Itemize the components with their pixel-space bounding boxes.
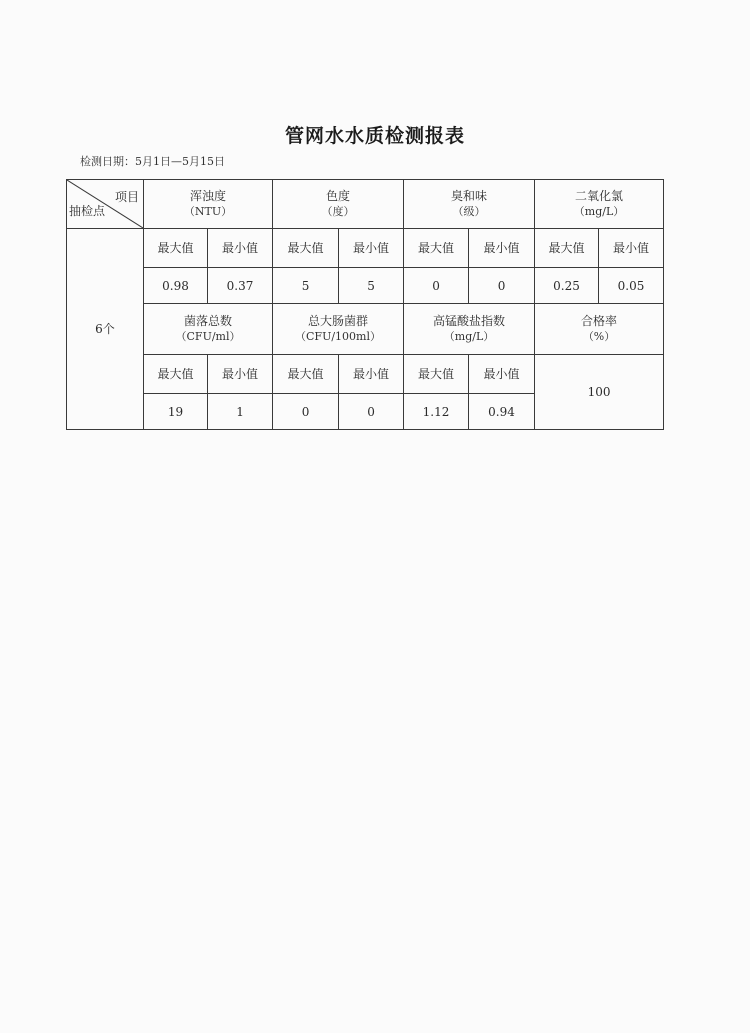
max-value: 5	[273, 268, 339, 304]
max-value: 0.25	[535, 268, 599, 304]
diagonal-header-cell	[67, 180, 144, 229]
param-name: 色度	[326, 189, 351, 203]
page-title: 管网水水质检测报表	[284, 125, 465, 147]
header-point-label: 抽检点	[69, 204, 106, 218]
min-label: 最小值	[208, 355, 273, 394]
param-header	[273, 304, 404, 355]
min-value: 1	[208, 394, 273, 430]
min-value: 0	[469, 268, 535, 304]
param-name: 菌落总数	[184, 314, 233, 328]
min-label: 最小值	[339, 229, 404, 268]
param-unit: （mg/L）	[573, 205, 625, 218]
min-value: 0.94	[469, 394, 535, 430]
param-unit: （CFU/100ml）	[295, 330, 381, 343]
min-label: 最小值	[339, 355, 404, 394]
min-value: 0.05	[599, 268, 664, 304]
sample-point-cell: 6个	[67, 229, 144, 430]
max-value: 1.12	[404, 394, 469, 430]
max-label: 最大值	[273, 355, 339, 394]
min-label: 最小值	[599, 229, 664, 268]
param-name: 高锰酸盐指数	[433, 314, 506, 328]
param-name: 二氧化氯	[575, 189, 624, 203]
min-value: 5	[339, 268, 404, 304]
param-unit: （级）	[452, 205, 486, 218]
param-header	[144, 304, 273, 355]
min-label: 最小值	[469, 229, 535, 268]
min-label: 最小值	[469, 355, 535, 394]
min-value: 0	[339, 394, 404, 430]
max-label: 最大值	[144, 229, 208, 268]
max-label: 最大值	[144, 355, 208, 394]
param-header	[404, 180, 535, 229]
pass-rate-header	[535, 304, 664, 355]
param-name: 浑浊度	[190, 189, 227, 203]
water-quality-table	[66, 179, 664, 430]
param-header	[273, 180, 404, 229]
detection-date: 检测日期：5月1日—5月15日	[80, 155, 225, 168]
max-value: 19	[144, 394, 208, 430]
max-label: 最大值	[273, 229, 339, 268]
param-name: 总大肠菌群	[308, 314, 369, 328]
param-unit: （度）	[321, 205, 355, 218]
max-label: 最大值	[404, 229, 469, 268]
param-unit: （CFU/ml）	[175, 330, 241, 343]
param-header	[144, 180, 273, 229]
max-value: 0	[404, 268, 469, 304]
pass-rate-unit: （%）	[582, 330, 616, 343]
min-label: 最小值	[208, 229, 273, 268]
pass-rate-name: 合格率	[581, 314, 618, 328]
min-value: 0.37	[208, 268, 273, 304]
max-value: 0	[273, 394, 339, 430]
param-header	[535, 180, 664, 229]
max-value: 0.98	[144, 268, 208, 304]
pass-rate-value: 100	[535, 355, 664, 430]
max-label: 最大值	[535, 229, 599, 268]
param-header	[404, 304, 535, 355]
param-unit: （mg/L）	[443, 330, 495, 343]
max-label: 最大值	[404, 355, 469, 394]
param-unit: （NTU）	[183, 205, 233, 218]
header-item-label: 项目	[114, 190, 139, 204]
param-name: 臭和味	[451, 189, 488, 203]
